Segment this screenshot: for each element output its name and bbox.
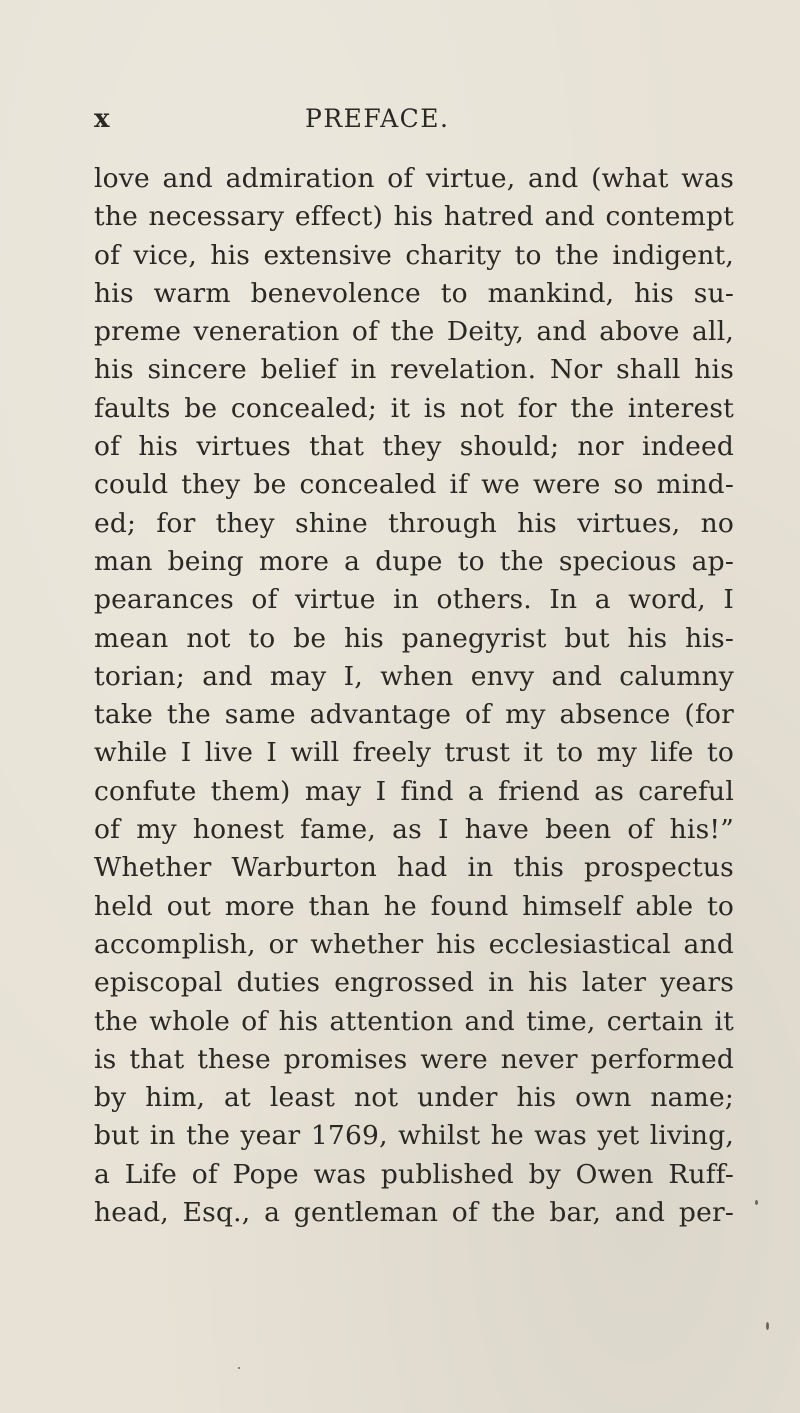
- text-line: his warm benevolence to mankind, his su-: [94, 277, 734, 309]
- text-line: is that these promises were never performed: [94, 1043, 734, 1075]
- running-head: PREFACE.: [305, 104, 450, 133]
- text-line: head, Esq., a gentleman of the bar, and per-: [94, 1197, 734, 1229]
- text-line: a Life of Pope was published by Owen Ruff-: [94, 1158, 734, 1190]
- page-number: x: [94, 104, 111, 134]
- text-line: faults be concealed; it is not for the interest: [94, 392, 734, 424]
- text-line: could they be concealed if we were so mind-: [94, 469, 734, 501]
- text-line: of vice, his extensive charity to the indigent,: [94, 239, 734, 271]
- text-line: his sincere belief in revelation. Nor shall his: [94, 354, 734, 386]
- text-line: by him, at least not under his own name;: [94, 1082, 734, 1114]
- text-line: Whether Warburton had in this prospectus: [94, 852, 734, 884]
- text-line: the whole of his attention and time, certain it: [94, 1005, 734, 1037]
- paper-fleck: [755, 1200, 758, 1205]
- paper-fleck: [766, 1322, 769, 1330]
- text-line: pearances of virtue in others. In a word, I: [94, 584, 734, 616]
- text-line: episcopal duties engrossed in his later years: [94, 967, 734, 999]
- text-line: of my honest fame, as I have been of his!”: [94, 814, 734, 846]
- text-line: while I live I will freely trust it to my life to: [94, 737, 734, 769]
- text-line: confute them) may I find a friend as careful: [94, 775, 734, 807]
- text-line: of his virtues that they should; nor indeed: [94, 431, 734, 463]
- text-line: torian; and may I, when envy and calumny: [94, 660, 734, 692]
- text-line: preme veneration of the Deity, and above all,: [94, 316, 734, 348]
- text-line: mean not to be his panegyrist but his his-: [94, 622, 734, 654]
- text-line: accomplish, or whether his ecclesiastical and: [94, 928, 734, 960]
- text-line: love and admiration of virtue, and (what was: [94, 163, 734, 194]
- page-header: [0, 104, 800, 140]
- text-line: but in the year 1769, whilst he was yet living,: [94, 1120, 734, 1152]
- text-line: man being more a dupe to the specious ap-: [94, 545, 734, 577]
- text-line: ed; for they shine through his virtues, no: [94, 507, 734, 539]
- text-line: held out more than he found himself able to: [94, 890, 734, 922]
- text-line: the necessary effect) his hatred and contempt: [94, 201, 734, 233]
- body-text: [94, 160, 734, 1232]
- text-line: take the same advantage of my absence (for: [94, 699, 734, 731]
- paper-fleck: [238, 1367, 240, 1369]
